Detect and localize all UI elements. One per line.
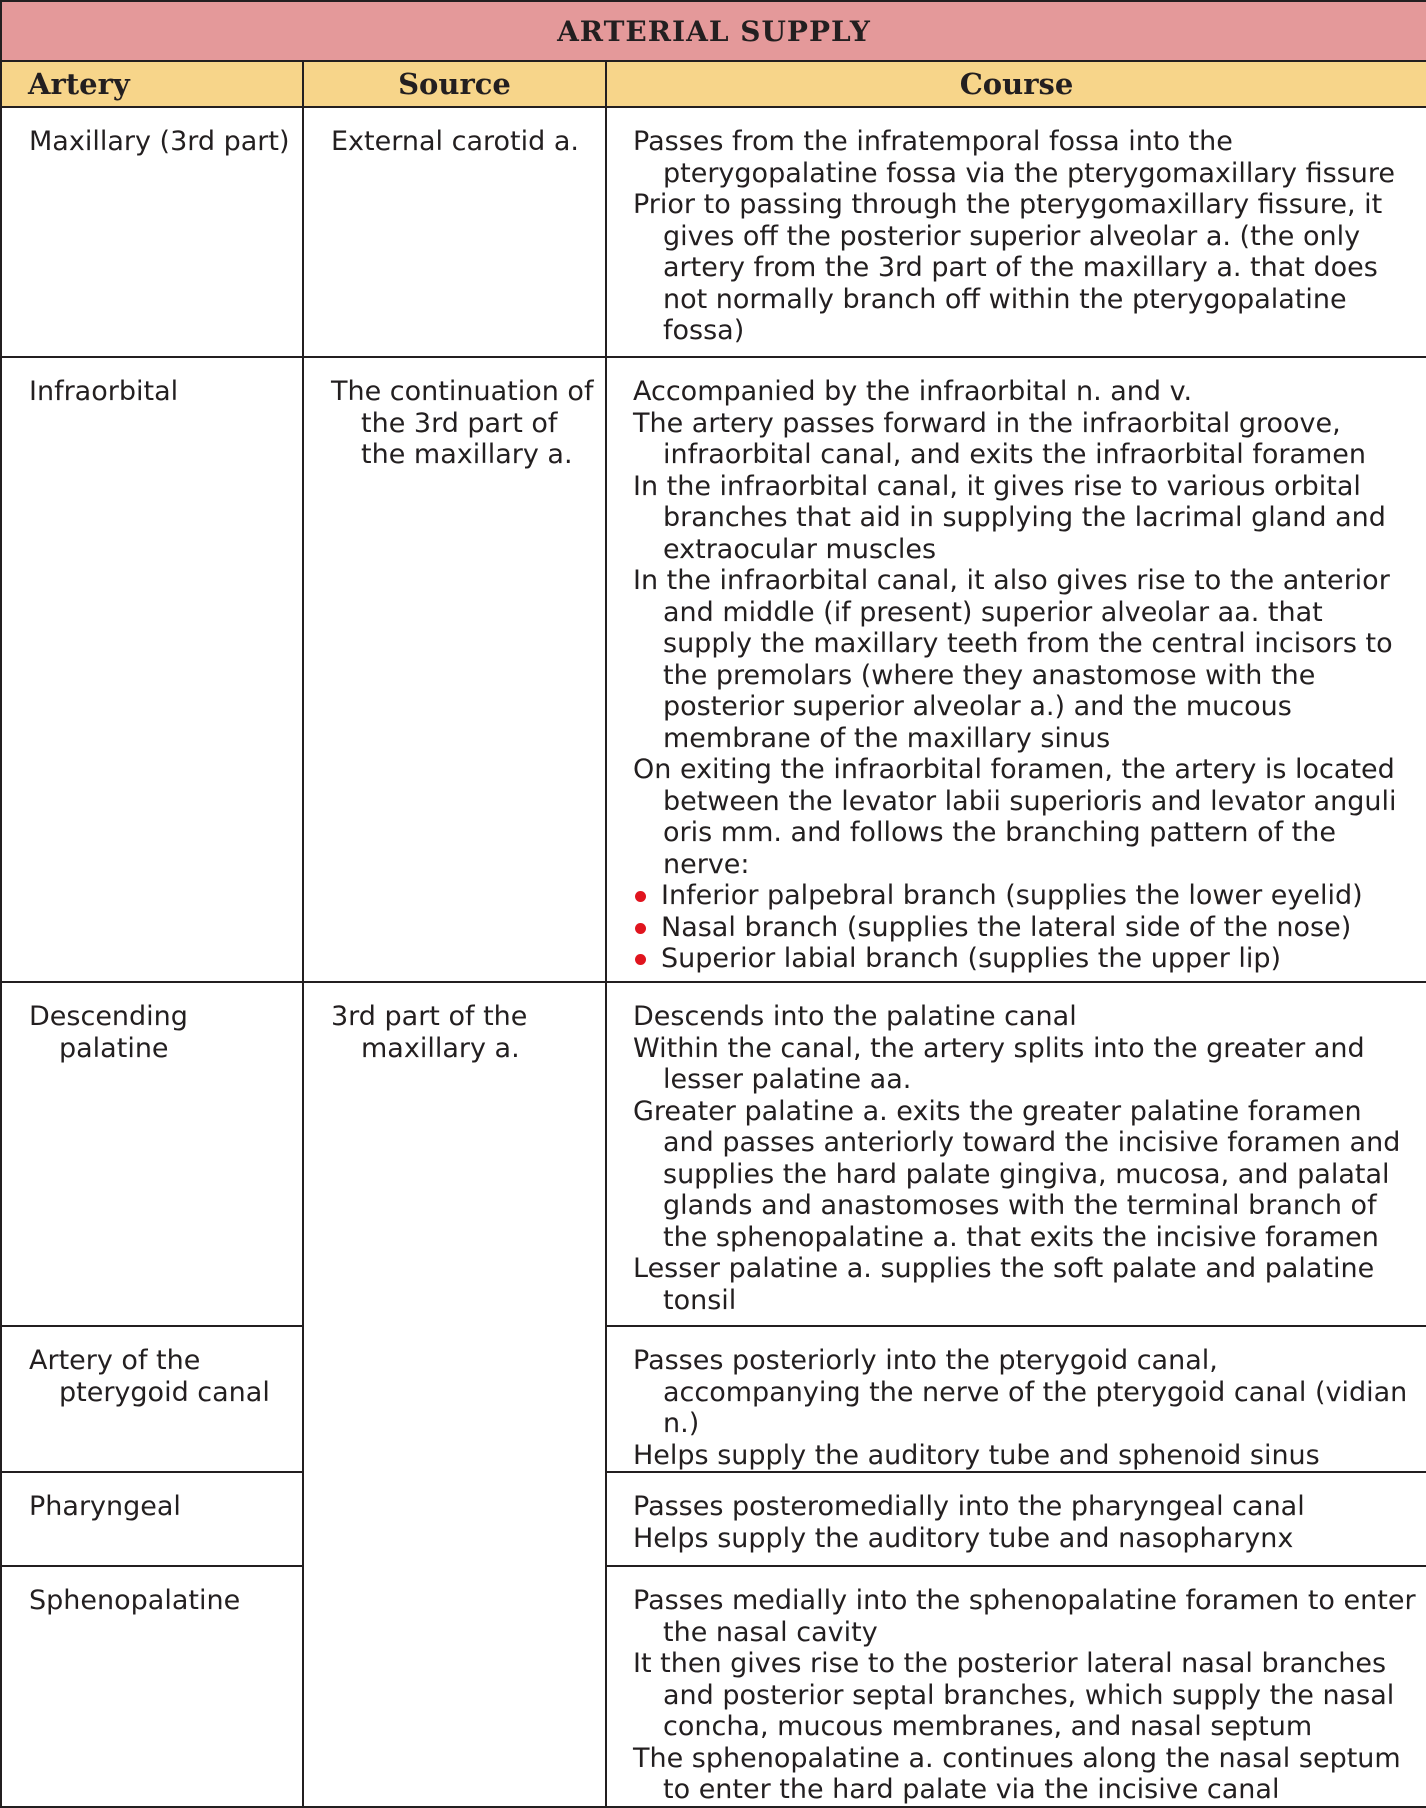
course-item: Lesser palatine a. supplies the soft palate and palatine tonsil xyxy=(633,1253,1375,1316)
course-item: The sphenopalatine a. continues along the nasal septum to enter the hard palate via the incisive canal xyxy=(633,1742,1401,1805)
header-row xyxy=(1,61,1426,107)
table-row xyxy=(1,1472,1426,1566)
course-item: Within the canal, the artery splits into the greater and lesser palatine aa. xyxy=(633,1032,1365,1095)
artery-cell xyxy=(1,1472,303,1566)
course-cell xyxy=(606,1472,1426,1566)
artery-cell xyxy=(1,982,303,1326)
course-item: Passes posteromedially into the pharyngeal canal xyxy=(633,1491,1305,1522)
source-text: External carotid a. xyxy=(331,126,579,157)
artery-cell xyxy=(1,1326,303,1472)
table-row xyxy=(1,1326,1426,1472)
course-item: On exiting the infraorbital foramen, the artery is located between the levator labii superioris and levator anguli oris mm. and follows the branching pattern of the nerve: xyxy=(633,754,1397,880)
artery-name: Artery of the pterygoid canal xyxy=(29,1345,270,1408)
course-cell xyxy=(606,982,1426,1326)
artery-cell xyxy=(1,357,303,982)
course-item: Passes medially into the sphenopalatine foramen to enter the nasal cavity xyxy=(633,1585,1416,1648)
course-item: It then gives rise to the posterior lateral nasal branches and posterior septal branches, which supply the nasal concha, mucous membranes, and nasal septum xyxy=(633,1648,1395,1742)
table-row xyxy=(1,1566,1426,1807)
artery-name: Pharyngeal xyxy=(29,1491,181,1522)
source-text: 3rd part of the maxillary a. xyxy=(331,1001,528,1064)
table-row xyxy=(1,982,1426,1326)
artery-name: Sphenopalatine xyxy=(29,1585,241,1616)
course-cell xyxy=(606,1326,1426,1472)
source-cell xyxy=(303,982,606,1807)
bullet-item xyxy=(633,912,1418,944)
course-item: Greater palatine a. exits the greater palatine foramen and passes anteriorly toward the incisive foramen and supplies the hard palate gingiva, mucosa, and palatal glands and anastomoses with the terminal branch of the sphenopalatine a. that exits the incisive foramen xyxy=(633,1095,1401,1253)
table-title: ARTERIAL SUPPLY xyxy=(1,1,1426,61)
course-item: The artery passes forward in the infraorbital groove, infraorbital canal, and exits the infraorbital foramen xyxy=(633,407,1367,470)
bullet-dot-icon xyxy=(635,954,646,965)
bullet-text: Inferior palpebral branch (supplies the lower eyelid) xyxy=(661,880,1363,911)
bullet-text: Nasal branch (supplies the lateral side of the nose) xyxy=(661,911,1352,943)
header-course: Course xyxy=(606,61,1426,107)
artery-cell xyxy=(1,1566,303,1807)
course-item: Passes from the infratemporal fossa into the pterygopalatine fossa via the pterygomaxillary fissure xyxy=(633,126,1395,189)
bullet-item xyxy=(633,880,1418,912)
course-cell xyxy=(606,357,1426,982)
course-item: In the infraorbital canal, it also gives rise to the anterior and middle (if present) superior alveolar aa. that supply the maxillary teeth from the central incisors to the premolars (where they anastomose with the posterior superior alveolar a.) and the mucous membrane of the maxillary sinus xyxy=(633,565,1393,754)
title-row xyxy=(1,1,1426,61)
header-source: Source xyxy=(303,61,606,107)
artery-cell xyxy=(1,107,303,357)
artery-name: Maxillary (3rd part) xyxy=(29,126,290,157)
course-item: Descends into the palatine canal xyxy=(633,1001,1077,1032)
artery-name: Descending palatine xyxy=(29,1001,188,1064)
source-cell xyxy=(303,107,606,357)
header-artery: Artery xyxy=(1,61,303,107)
source-cell xyxy=(303,357,606,982)
course-item: Passes posteriorly into the pterygoid canal, accompanying the nerve of the pterygoid canal (vidian n.) xyxy=(633,1345,1408,1439)
bullet-text: Superior labial branch (supplies the upper lip) xyxy=(661,943,1282,974)
course-item: Accompanied by the infraorbital n. and v. xyxy=(633,376,1193,407)
bullet-dot-icon xyxy=(635,923,646,934)
course-item: In the infraorbital canal, it gives rise to various orbital branches that aid in supplying the lacrimal gland and extraocular muscles xyxy=(633,470,1386,565)
course-item: Helps supply the auditory tube and nasopharynx xyxy=(633,1522,1294,1554)
bullet-dot-icon xyxy=(635,891,646,902)
course-item: Prior to passing through the pterygomaxillary fissure, it gives off the posterior superior alveolar a. (the only artery from the 3rd part of the maxillary a. that does not normally branch off within the pterygopalatine fossa) xyxy=(633,189,1383,346)
source-text: The continuation of the 3rd part of the maxillary a. xyxy=(331,376,594,470)
course-cell xyxy=(606,107,1426,357)
artery-name: Infraorbital xyxy=(29,376,179,407)
table-row xyxy=(1,107,1426,357)
course-cell xyxy=(606,1566,1426,1807)
course-item: Helps supply the auditory tube and sphenoid sinus xyxy=(633,1439,1320,1471)
bullet-item xyxy=(633,943,1418,975)
table-row xyxy=(1,357,1426,982)
